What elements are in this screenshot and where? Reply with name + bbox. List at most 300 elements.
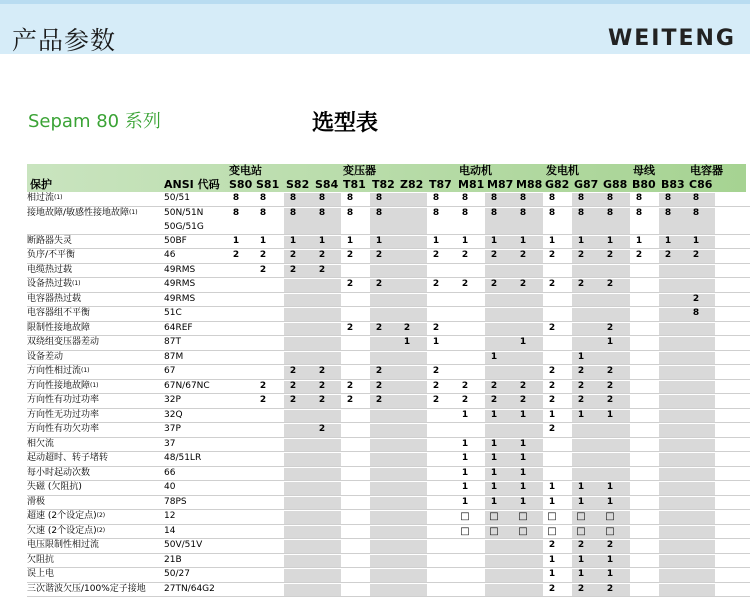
value-cell-g88: 8 bbox=[606, 193, 614, 203]
table-row bbox=[27, 568, 750, 583]
value-cell-s81: 2 bbox=[259, 395, 267, 405]
shade-cell bbox=[313, 352, 341, 365]
ansi-code: 27TN/64G2 bbox=[164, 583, 215, 594]
shade-cell bbox=[313, 497, 341, 510]
protection-name: 电压限制性相过流 bbox=[27, 540, 100, 550]
shade-cell bbox=[313, 410, 341, 423]
protection-name: 电容器组不平衡 bbox=[27, 308, 91, 318]
shade-cell bbox=[313, 555, 341, 568]
shade-cell bbox=[601, 294, 630, 307]
shade-cell bbox=[659, 511, 687, 524]
value-cell-m88: 2 bbox=[519, 279, 527, 289]
shade-cell bbox=[687, 439, 715, 452]
value-cell-t87: 2 bbox=[432, 322, 440, 333]
shade-cell bbox=[687, 352, 715, 365]
shade-cell bbox=[485, 337, 514, 350]
ansi-code: 49RMS bbox=[164, 279, 196, 289]
table-row bbox=[27, 467, 750, 482]
ansi-code: 87M bbox=[164, 351, 184, 362]
value-cell-s82: 2 bbox=[289, 395, 297, 405]
shade-cell bbox=[687, 424, 715, 437]
column-header-t82: T82 bbox=[372, 178, 395, 191]
shade-cell bbox=[284, 569, 313, 582]
value-cell-t82: 1 bbox=[375, 235, 383, 246]
table-row bbox=[27, 207, 750, 235]
value-cell-s80: 8 bbox=[232, 193, 240, 203]
ansi-code: 49RMS bbox=[164, 264, 196, 275]
value-cell-g87: 1 bbox=[577, 496, 585, 507]
shade-cell bbox=[284, 337, 313, 350]
value-cell-m88: 2 bbox=[519, 250, 527, 260]
value-cell-s80: 2 bbox=[232, 250, 240, 260]
value-cell-m87: 1 bbox=[490, 235, 498, 246]
table-row bbox=[27, 235, 750, 250]
value-cell-s84: 2 bbox=[318, 250, 326, 260]
value-cell-t81: 2 bbox=[346, 380, 354, 391]
value-cell-s82: 8 bbox=[289, 207, 297, 218]
shade-cell bbox=[659, 352, 687, 365]
value-cell-m81: 8 bbox=[461, 193, 469, 203]
value-cell-s82: 2 bbox=[289, 264, 297, 275]
column-header-s81: S81 bbox=[256, 178, 280, 191]
shade-cell bbox=[284, 453, 313, 466]
table-row bbox=[27, 423, 750, 438]
value-cell-g82: 1 bbox=[548, 569, 556, 579]
value-cell-g88: 1 bbox=[606, 569, 614, 579]
value-cell-m81: □ bbox=[460, 525, 470, 537]
value-cell-c86: 2 bbox=[692, 250, 700, 260]
shade-cell bbox=[659, 410, 687, 423]
shade-cell bbox=[313, 584, 341, 597]
shade-cell bbox=[687, 540, 715, 553]
ansi-code: 12 bbox=[164, 511, 176, 521]
table-row bbox=[27, 322, 750, 337]
value-cell-m81: 2 bbox=[461, 380, 469, 391]
value-cell-t82: 8 bbox=[375, 193, 383, 203]
value-cell-s84: 2 bbox=[318, 264, 326, 275]
value-cell-t82: 2 bbox=[375, 380, 383, 391]
shade-cell bbox=[485, 265, 514, 278]
value-cell-t82: 2 bbox=[375, 322, 383, 333]
table-row bbox=[27, 307, 750, 322]
value-cell-s84: 2 bbox=[318, 424, 326, 434]
ansi-code: 78PS bbox=[164, 496, 187, 507]
shade-cell bbox=[370, 337, 398, 350]
shade-cell bbox=[370, 555, 398, 568]
shade-cell bbox=[313, 323, 341, 336]
protection-name: 超速 (2个设定点)$^{(2)}$ bbox=[27, 511, 106, 521]
shade-cell bbox=[485, 323, 514, 336]
value-cell-g87: 1 bbox=[577, 351, 585, 362]
value-cell-m87: 1 bbox=[490, 482, 498, 492]
column-header-g88: G88 bbox=[603, 178, 628, 191]
value-cell-s84: 8 bbox=[318, 193, 326, 203]
protection-name: 欠速 (2个设定点)$^{(2)}$ bbox=[27, 525, 106, 536]
value-cell-g87: 8 bbox=[577, 193, 585, 203]
value-cell-t81: 2 bbox=[346, 279, 354, 289]
shade-cell bbox=[485, 540, 514, 553]
value-cell-g82: 2 bbox=[548, 540, 556, 550]
shade-cell bbox=[398, 381, 427, 394]
series-title: Sepam 80 系列 bbox=[28, 111, 161, 132]
ansi-code: 50BF bbox=[164, 235, 187, 246]
table-row bbox=[27, 351, 750, 366]
shade-cell bbox=[398, 424, 427, 437]
shade-cell bbox=[514, 366, 543, 379]
shade-cell bbox=[398, 395, 427, 408]
shade-cell bbox=[398, 308, 427, 321]
shade-cell bbox=[370, 439, 398, 452]
shade-cell bbox=[514, 294, 543, 307]
value-cell-s81: 1 bbox=[259, 235, 267, 246]
shade-cell bbox=[398, 236, 427, 249]
shade-cell bbox=[659, 526, 687, 539]
value-cell-s81: 2 bbox=[259, 264, 267, 275]
value-cell-t87: 1 bbox=[432, 235, 440, 246]
value-cell-t82: 2 bbox=[375, 366, 383, 376]
shade-cell bbox=[601, 265, 630, 278]
shade-cell bbox=[601, 468, 630, 481]
value-cell-s81: 8 bbox=[259, 207, 267, 218]
shade-cell bbox=[284, 540, 313, 553]
value-cell-g87: 2 bbox=[577, 540, 585, 550]
table-row bbox=[27, 192, 750, 207]
protection-name: 设备热过载$^{(1)}$ bbox=[27, 279, 81, 289]
value-cell-b83: 1 bbox=[664, 235, 672, 246]
value-cell-g82: 2 bbox=[548, 583, 556, 594]
value-cell-m81: 2 bbox=[461, 279, 469, 289]
protection-name: 方向性有功过功率 bbox=[27, 395, 100, 405]
value-cell-g82: 1 bbox=[548, 496, 556, 507]
shade-cell bbox=[601, 308, 630, 321]
protection-name: 方向性有功欠功率 bbox=[27, 424, 100, 434]
protection-name: 误上电 bbox=[27, 569, 55, 579]
shade-cell bbox=[659, 424, 687, 437]
value-cell-g87: □ bbox=[576, 525, 586, 537]
ansi-code: 46 bbox=[164, 250, 176, 260]
shade-cell bbox=[514, 584, 543, 597]
group-label-substation: 变电站 bbox=[229, 164, 262, 177]
value-cell-s81: 2 bbox=[259, 250, 267, 260]
value-cell-m87: 2 bbox=[490, 380, 498, 391]
shade-cell bbox=[687, 468, 715, 481]
shade-cell bbox=[313, 294, 341, 307]
value-cell-m87: □ bbox=[489, 525, 499, 537]
shade-cell bbox=[370, 468, 398, 481]
shade-cell bbox=[370, 294, 398, 307]
ansi-code: 87T bbox=[164, 337, 181, 347]
shade-cell bbox=[284, 555, 313, 568]
shade-cell bbox=[398, 265, 427, 278]
value-cell-s82: 2 bbox=[289, 250, 297, 260]
value-cell-m88: 1 bbox=[519, 467, 527, 478]
value-cell-s84: 2 bbox=[318, 366, 326, 376]
column-header-s80: S80 bbox=[229, 178, 253, 191]
value-cell-m87: 2 bbox=[490, 250, 498, 260]
value-cell-s82: 8 bbox=[289, 193, 297, 203]
value-cell-g88: 1 bbox=[606, 482, 614, 492]
shade-cell bbox=[659, 265, 687, 278]
value-cell-t87: 8 bbox=[432, 193, 440, 203]
shade-cell bbox=[398, 366, 427, 379]
shade-cell bbox=[370, 569, 398, 582]
shade-cell bbox=[284, 468, 313, 481]
column-header-z82: Z82 bbox=[400, 178, 424, 191]
value-cell-s80: 8 bbox=[232, 207, 240, 218]
value-cell-m88: □ bbox=[518, 511, 528, 522]
table-row bbox=[27, 264, 750, 279]
table-row bbox=[27, 438, 750, 453]
shade-cell bbox=[398, 511, 427, 524]
value-cell-b80: 8 bbox=[635, 193, 643, 203]
table-row bbox=[27, 278, 750, 293]
shade-cell bbox=[659, 323, 687, 336]
value-cell-g82: □ bbox=[547, 525, 557, 537]
value-cell-m88: 8 bbox=[519, 193, 527, 203]
value-cell-s84: 1 bbox=[318, 235, 326, 246]
protection-name: 接地故障/敏感性接地故障$^{(1)}$ bbox=[27, 207, 138, 218]
value-cell-g82: 1 bbox=[548, 409, 556, 420]
value-cell-m87: 2 bbox=[490, 279, 498, 289]
value-cell-t82: 2 bbox=[375, 395, 383, 405]
shade-cell bbox=[687, 526, 715, 539]
value-cell-g88: □ bbox=[605, 511, 615, 522]
value-cell-m87: 1 bbox=[490, 496, 498, 507]
value-cell-t87: 8 bbox=[432, 207, 440, 218]
shade-cell bbox=[398, 555, 427, 568]
value-cell-b83: 8 bbox=[664, 207, 672, 218]
ansi-code: 32P bbox=[164, 395, 181, 405]
shade-cell bbox=[659, 337, 687, 350]
shade-cell bbox=[514, 308, 543, 321]
shade-cell bbox=[572, 308, 601, 321]
shade-cell bbox=[485, 555, 514, 568]
value-cell-m87: 1 bbox=[490, 351, 498, 362]
shade-cell bbox=[398, 439, 427, 452]
shade-cell bbox=[398, 482, 427, 495]
value-cell-m87: 1 bbox=[490, 467, 498, 478]
protection-name: 负序/不平衡 bbox=[27, 250, 76, 260]
shade-cell bbox=[659, 569, 687, 582]
group-label-transformer: 变压器 bbox=[343, 164, 376, 177]
value-cell-s80: 1 bbox=[232, 235, 240, 246]
shade-cell bbox=[398, 410, 427, 423]
protection-header: 保护 bbox=[30, 178, 52, 191]
ansi-code: 50/27 bbox=[164, 569, 190, 579]
value-cell-g87: 1 bbox=[577, 409, 585, 420]
table-body bbox=[27, 192, 750, 597]
column-header-b80: B80 bbox=[632, 178, 656, 191]
table-row bbox=[27, 365, 750, 380]
shade-cell bbox=[659, 395, 687, 408]
value-cell-m88: 2 bbox=[519, 380, 527, 391]
shade-cell bbox=[370, 584, 398, 597]
protection-name: 电容器热过载 bbox=[27, 293, 82, 304]
shade-cell bbox=[370, 453, 398, 466]
ansi-code: 67N/67NC bbox=[164, 380, 210, 391]
shade-cell bbox=[572, 453, 601, 466]
shade-cell bbox=[485, 584, 514, 597]
ansi-code: 37P bbox=[164, 424, 181, 434]
ansi-code: 50V/51V bbox=[164, 540, 203, 550]
value-cell-m81: 1 bbox=[461, 496, 469, 507]
value-cell-g82: 1 bbox=[548, 554, 556, 565]
shade-cell bbox=[659, 439, 687, 452]
protection-name: 相过流$^{(1)}$ bbox=[27, 193, 63, 203]
value-cell-t82: 2 bbox=[375, 250, 383, 260]
value-cell-m81: 2 bbox=[461, 395, 469, 405]
shade-cell bbox=[514, 555, 543, 568]
shade-cell bbox=[370, 540, 398, 553]
value-cell-c86: 8 bbox=[692, 207, 700, 218]
shade-cell bbox=[659, 366, 687, 379]
shade-cell bbox=[313, 511, 341, 524]
shade-cell bbox=[313, 439, 341, 452]
ansi-code: 50G/51G bbox=[164, 221, 204, 232]
value-cell-g82: 2 bbox=[548, 279, 556, 289]
column-header-s82: S82 bbox=[286, 178, 310, 191]
value-cell-g82: 2 bbox=[548, 424, 556, 434]
shade-cell bbox=[398, 294, 427, 307]
value-cell-m81: □ bbox=[460, 511, 470, 522]
table-row bbox=[27, 249, 750, 264]
value-cell-m88: 1 bbox=[519, 496, 527, 507]
group-label-busbar: 母线 bbox=[633, 164, 655, 177]
column-header-b83: B83 bbox=[661, 178, 685, 191]
shade-cell bbox=[687, 497, 715, 510]
shade-cell bbox=[284, 497, 313, 510]
value-cell-m88: □ bbox=[518, 525, 528, 537]
shade-cell bbox=[313, 468, 341, 481]
value-cell-m87: 1 bbox=[490, 453, 498, 463]
protection-name: 方向性接地故障$^{(1)}$ bbox=[27, 380, 99, 391]
column-header-m81: M81 bbox=[458, 178, 485, 191]
shade-cell bbox=[398, 569, 427, 582]
table-row bbox=[27, 583, 750, 598]
value-cell-g88: 1 bbox=[606, 496, 614, 507]
value-cell-g88: 2 bbox=[606, 279, 614, 289]
shade-cell bbox=[572, 468, 601, 481]
value-cell-s84: 2 bbox=[318, 380, 326, 391]
ansi-code: 21B bbox=[164, 554, 182, 565]
column-header-g87: G87 bbox=[574, 178, 599, 191]
value-cell-c86: 1 bbox=[692, 235, 700, 246]
shade-cell bbox=[284, 526, 313, 539]
value-cell-s81: 8 bbox=[259, 193, 267, 203]
value-cell-g87: 1 bbox=[577, 235, 585, 246]
table-row bbox=[27, 394, 750, 409]
shade-cell bbox=[659, 584, 687, 597]
value-cell-g82: 2 bbox=[548, 250, 556, 260]
value-cell-g87: 1 bbox=[577, 569, 585, 579]
value-cell-g88: □ bbox=[605, 525, 615, 537]
value-cell-m88: 2 bbox=[519, 395, 527, 405]
shade-cell bbox=[370, 526, 398, 539]
value-cell-t82: 8 bbox=[375, 207, 383, 218]
shade-cell bbox=[284, 439, 313, 452]
column-header-c86: C86 bbox=[689, 178, 713, 191]
ansi-header: ANSI 代码 bbox=[164, 178, 220, 191]
shade-cell bbox=[659, 497, 687, 510]
value-cell-b83: 8 bbox=[664, 193, 672, 203]
shade-cell bbox=[659, 482, 687, 495]
shade-cell bbox=[687, 410, 715, 423]
shade-cell bbox=[687, 395, 715, 408]
ansi-code: 14 bbox=[164, 525, 176, 536]
value-cell-g82: 8 bbox=[548, 193, 556, 203]
value-cell-b80: 1 bbox=[635, 235, 643, 246]
table-row bbox=[27, 510, 750, 525]
ansi-code: 48/51LR bbox=[164, 453, 202, 463]
protection-name: 滑极 bbox=[27, 496, 46, 507]
shade-cell bbox=[284, 424, 313, 437]
table-row bbox=[27, 525, 750, 540]
shade-cell bbox=[398, 193, 427, 206]
protection-name: 电缆热过载 bbox=[27, 264, 73, 275]
ansi-code: 32Q bbox=[164, 409, 183, 420]
shade-cell bbox=[284, 511, 313, 524]
value-cell-m87: 1 bbox=[490, 409, 498, 420]
table-row bbox=[27, 293, 750, 308]
shade-cell bbox=[514, 424, 543, 437]
shade-cell bbox=[284, 294, 313, 307]
shade-cell bbox=[398, 526, 427, 539]
shade-cell bbox=[514, 540, 543, 553]
shade-cell bbox=[687, 366, 715, 379]
shade-cell bbox=[659, 279, 687, 292]
shade-cell bbox=[601, 453, 630, 466]
value-cell-t87: 2 bbox=[432, 279, 440, 289]
shade-cell bbox=[313, 453, 341, 466]
value-cell-g82: 2 bbox=[548, 380, 556, 391]
shade-cell bbox=[284, 323, 313, 336]
value-cell-t87: 1 bbox=[432, 337, 440, 347]
value-cell-t81: 1 bbox=[346, 235, 354, 246]
doc-title: 选型表 bbox=[312, 111, 379, 136]
column-header-s84: S84 bbox=[315, 178, 339, 191]
shade-cell bbox=[687, 569, 715, 582]
shade-cell bbox=[601, 424, 630, 437]
shade-cell bbox=[601, 439, 630, 452]
shade-cell bbox=[284, 410, 313, 423]
table-row bbox=[27, 481, 750, 496]
shade-cell bbox=[601, 352, 630, 365]
protection-name: 方向性无功过功率 bbox=[27, 409, 100, 420]
shade-cell bbox=[370, 497, 398, 510]
shade-cell bbox=[514, 323, 543, 336]
column-header-t81: T81 bbox=[343, 178, 366, 191]
shade-cell bbox=[398, 468, 427, 481]
value-cell-g88: 2 bbox=[606, 583, 614, 594]
value-cell-t87: 2 bbox=[432, 366, 440, 376]
value-cell-s82: 2 bbox=[289, 366, 297, 376]
header-title: 产品参数 bbox=[12, 26, 117, 55]
value-cell-m87: 1 bbox=[490, 438, 498, 449]
value-cell-m88: 1 bbox=[519, 482, 527, 492]
shade-cell bbox=[572, 265, 601, 278]
shade-cell bbox=[572, 337, 601, 350]
selection-table bbox=[27, 164, 750, 597]
protection-name: 限制性接地故障 bbox=[27, 322, 91, 333]
value-cell-m81: 2 bbox=[461, 250, 469, 260]
value-cell-s82: 1 bbox=[289, 235, 297, 246]
value-cell-b83: 2 bbox=[664, 250, 672, 260]
shade-cell bbox=[313, 337, 341, 350]
value-cell-g82: 2 bbox=[548, 366, 556, 376]
shade-cell bbox=[398, 453, 427, 466]
value-cell-m87: 2 bbox=[490, 395, 498, 405]
value-cell-m81: 1 bbox=[461, 438, 469, 449]
